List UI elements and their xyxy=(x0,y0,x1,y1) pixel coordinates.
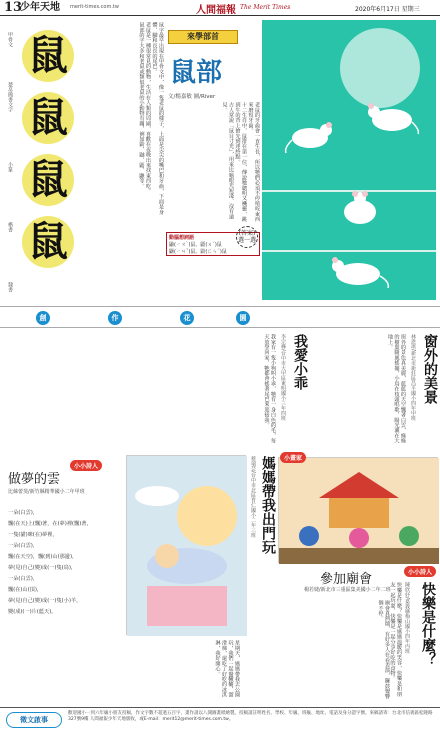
temple-body: 廟會真熱鬧，有好多人在看表演，鑼鼓聲響個不停。 xyxy=(377,600,390,699)
pet-title: 我愛小乖 xyxy=(292,334,308,390)
band-char: 創 xyxy=(36,311,50,325)
page-number: 13 xyxy=(4,0,23,15)
issue-date: 2020年6月17日 星期三 xyxy=(355,6,420,13)
newspaper-logo-en: The Merit Times xyxy=(240,4,291,11)
label-oracle: 甲骨文 xyxy=(7,32,13,47)
moon-shape xyxy=(340,28,420,108)
mom-title: 媽媽帶我出門玩 xyxy=(260,456,276,554)
window-body: 窗外的景色真美麗，藍藍的天空飄著白雲，綠綠的樹葉隨風搖擺，小鳥在枝頭唱歌，陽光灑在大地上。 xyxy=(387,334,406,444)
pet-body: 我家有一隻小狗叫小乖，牠有一身白色的毛，每天放學回家，牠都會搖著尾巴來迎接我。 xyxy=(263,334,276,444)
glyph-regular: 鼠 xyxy=(22,216,74,268)
mom-author: 蔡瑞芸/台中市北區育仁國小二年三班 xyxy=(250,456,256,538)
label-bamboo: 楚帛簡書文字 xyxy=(7,82,13,112)
vocab-line-1: 鼬(ㄧㄡˋ)鼠、鼯(ㄨˊ)鼠 xyxy=(169,242,222,248)
newspaper-logo: 人間福報 xyxy=(196,5,236,16)
child-drawing-temple xyxy=(278,457,438,563)
child-drawing-clouds xyxy=(126,455,246,635)
band-char: 花 xyxy=(180,311,194,325)
temple-title: 參加廟會 xyxy=(320,572,373,587)
label-seal: 小篆 xyxy=(7,162,13,172)
poem-tag: 小小詩人 xyxy=(404,566,436,577)
feature-body-2: 老鼠的牙齒會一直生長，所以牠們必須不停啃咬東西來磨短牙齒。 十二生肖中，鼠排在第一位，傳說牠聰明又機靈，跳到牛的背上搶先到達終點。 古人常說「鼠目寸光」，用來比喻眼光短淺、沒有遠見。 xyxy=(221,102,260,222)
window-title: 窗外的美景 xyxy=(422,334,438,404)
feature-byline: 文/楊嘉敏 圖/River xyxy=(168,94,216,100)
illustration-line xyxy=(262,250,436,252)
band-char: 園 xyxy=(236,311,250,325)
label-regular: 楷書 xyxy=(7,222,13,232)
drawing-tag: 小畫家 xyxy=(280,452,306,463)
label-clerical: 隸書 xyxy=(7,282,13,292)
happy-body: 快樂是什麼？快樂是媽媽溫暖的笑容，快樂是和朋友一起玩耍，快樂是一起分享好吃的食物。 xyxy=(389,582,402,697)
mouse-figure xyxy=(332,190,388,230)
pet-author: 李宗樺/台中市大甲區東明國小三年四班 xyxy=(280,334,286,421)
site-url[interactable]: merit-times.com.tw xyxy=(70,4,119,10)
script-labels xyxy=(2,22,16,322)
mouse-figure xyxy=(362,100,422,136)
answer-stamp: (答案)選一選 xyxy=(236,226,258,248)
mouse-figure xyxy=(282,120,338,154)
cloud-title: 做夢的雲 xyxy=(8,472,61,487)
cloud-author: 比絲蕾斐/新竹縣精華國小二年甲班 xyxy=(8,489,85,495)
vocab-label: 動腦想詞語 xyxy=(169,235,195,241)
footer xyxy=(0,707,440,735)
submission-notice: 歡迎國小一到六年級小朋友投稿，作文字數不超過五百字，畫作請以八開圖畫紙繪製。投稿請註明姓名、學校、年級、班級、地址、電話及身分證字號。來稿請寄：台北市信義區松隆路327號9樓 人間福報少年天地版收，或E-mail：merit12@merit-times.com.tw。 xyxy=(68,711,433,722)
poem-tag: 小小詩人 xyxy=(70,460,102,471)
temple-author: 楊若婕/新北市三重區集美國小二年二班 xyxy=(304,587,391,593)
mouse-illustration xyxy=(262,20,436,300)
column-tag: 來學部首 xyxy=(168,30,238,44)
section-title: 少年天地 xyxy=(20,2,60,13)
section-band xyxy=(0,306,440,328)
feature-title: 鼠部 xyxy=(170,58,223,88)
mouse-figure xyxy=(322,254,392,290)
glyph-bamboo: 鼠 xyxy=(22,92,74,144)
cloud-poem-lines: 一朵(白雲)， 飄(在天)上(飄)著，在(夢)裡(飄)著， 一隻(貓)咪(在)夢裡， 一朵(白雲)， 飄(在天空)，飄(到)山(那邊)， 夢(見)自己(變)成(一)隻(鳥)， 一朵(白雲)， 飄(在)山(頂)， 夢(見)自己(變)成(一)隻(小)羊， 變(成)(一)片(藍天)。 xyxy=(8,510,92,615)
window-author: 林恩琪/新北市新莊區昌平國小四年甲班 xyxy=(410,334,416,421)
feature-body-1: 鼠字最早出現在甲骨文中，像一隻老鼠的樣子，上面是尖尖的嘴巴和牙齒，下面是身體、腳和長長的尾巴。 老鼠是一種很常見的動物，生活在人類的周圍，喜歡在夜晚出來找東西吃。 鼠部的字大多和老鼠或類似老鼠的小動物有關，例如鼢、鼬、鼯、鼴等。 xyxy=(138,22,164,215)
page-header xyxy=(0,0,440,16)
submission-badge: 徵文啟事 xyxy=(6,712,62,728)
vocab-line-2: 鼴(ㄧㄢˇ)鼠、鼢(ㄈㄣˊ)鼠 xyxy=(169,249,227,255)
mom-body: 星期天，媽媽帶我去公園玩，我們一起盪鞦韆、溜滑梯，還吃了好吃的冰淇淋，我好開心。 xyxy=(214,640,240,698)
glyph-seal: 鼠 xyxy=(22,154,74,206)
band-char: 作 xyxy=(108,311,122,325)
happy-title: 快樂是什麼？ xyxy=(420,582,436,666)
happy-author: 陳欣妤/嘉義縣梅山國小四年丙班 xyxy=(404,582,410,654)
glyph-oracle: 鼠 xyxy=(22,30,74,82)
